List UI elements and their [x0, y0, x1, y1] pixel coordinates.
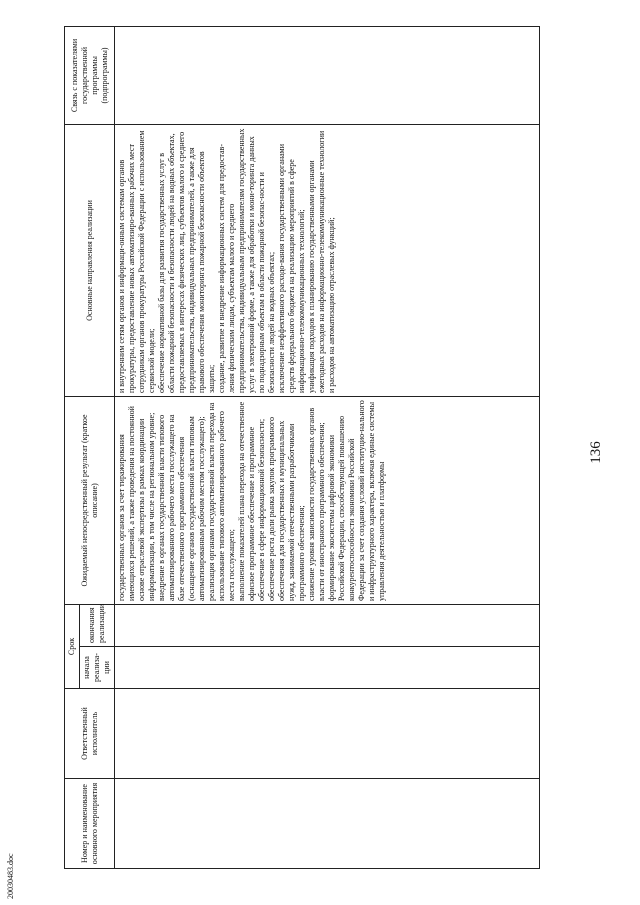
- header-measure-number-name: Номер и наименование основного мероприятия: [65, 779, 115, 869]
- cell-executor: [115, 689, 540, 779]
- header-main-directions: Основные направления реализации: [65, 124, 115, 396]
- page-number: 136: [588, 441, 604, 464]
- header-responsible-executor: Ответственный исполнитель: [65, 689, 115, 779]
- table-row: [115, 26, 540, 868]
- cell-main-directions: и внутренним сетям органов и информаци-онным системам органов прокуратуры, предоставление новых автоматизиро-ванных рабочих мест сотрудникам органов прокуратуры Российской Федерации с использованием сервисной модели; обеспечение нормативной базы для развития государственных услуг в области пожарной безопасности и безопасности людей на водных объектах, предоставляемых в интересах физических лиц, субъектов малого и среднего предпринимательства, индивидуальных предпринимателей, а также для правового обеспечения мониторинга пожарной безопасности объектов защиты; создание, развитие и внедрение информационных систем для предостав-ления физическим лицам, субъектам малого и среднего предпринимательства, индивидуальным предпринимателям государственных услуг в электронной форме, а также для обработки и мони-торинга данных по поднадзорным объектам в области пожарной безопас-ности и безопасности людей на водных объектах; исключение неэффективного расходо-вания государственными органами средств федерального бюджета на реализацию мероприятий в сфере информационно-телекоммуникационных технологий; унификация подходов к планированию государственными органами ежегодных расходов на информационно-телекоммуникационные технологии и расходов на автоматизацию отраслевых функций;: [115, 124, 540, 396]
- measures-table: [64, 26, 540, 869]
- header-term-end: окончания реализации: [80, 604, 115, 646]
- header-term: Срок: [65, 604, 80, 688]
- cell-measure: [115, 779, 540, 869]
- cell-term-end: [115, 604, 540, 646]
- cell-expected-result: государственных органов за счет тиражирования имеющихся решений, а также проведения на постоянной основе отраслевой экспертизы в рамках координации информатизации, в том числе на региональном уровне; внедрение в органах государственной власти типового автоматизированного рабочего места госслужащего на базе отечественного программного обеспечения (оснащение органов государственной власти типовым автоматизированным рабочим местом госслужащего); реализация органами государственной власти перехода на использование типового автоматизированного рабочего места госслужащего; выполнение показателей плана перехода на отечественное офисное программное обеспечение и программное обеспечение в сфере информационной безопасности; обеспечение роста доли рынка закупок программного обеспечения для государственных и муниципальных нужд, занимаемой отечественными разработчиками программного обеспечения; снижение уровня зависимости государственных органов власти от иностранного программного обеспечения; формирование экосистемы цифровой экономики Российской Федерации, способствующей повышению конкурентоспособности экономики Российской Федерации за счет создания условий институцио-нального и инфраструктурного характера, включая единые системы управления деятельностью и платформы: [115, 396, 540, 604]
- header-term-start: начала реализа-ции: [80, 647, 115, 689]
- document-code: 20030483.doc: [6, 853, 15, 899]
- table-header-row: [65, 26, 80, 868]
- cell-indicators: [115, 26, 540, 124]
- header-link-to-indicators: Связь с показателями государственной программы (подпрограммы): [65, 26, 115, 124]
- cell-term-start: [115, 647, 540, 689]
- header-expected-result: Ожидаемый непосредственный результат (краткое описание): [65, 396, 115, 604]
